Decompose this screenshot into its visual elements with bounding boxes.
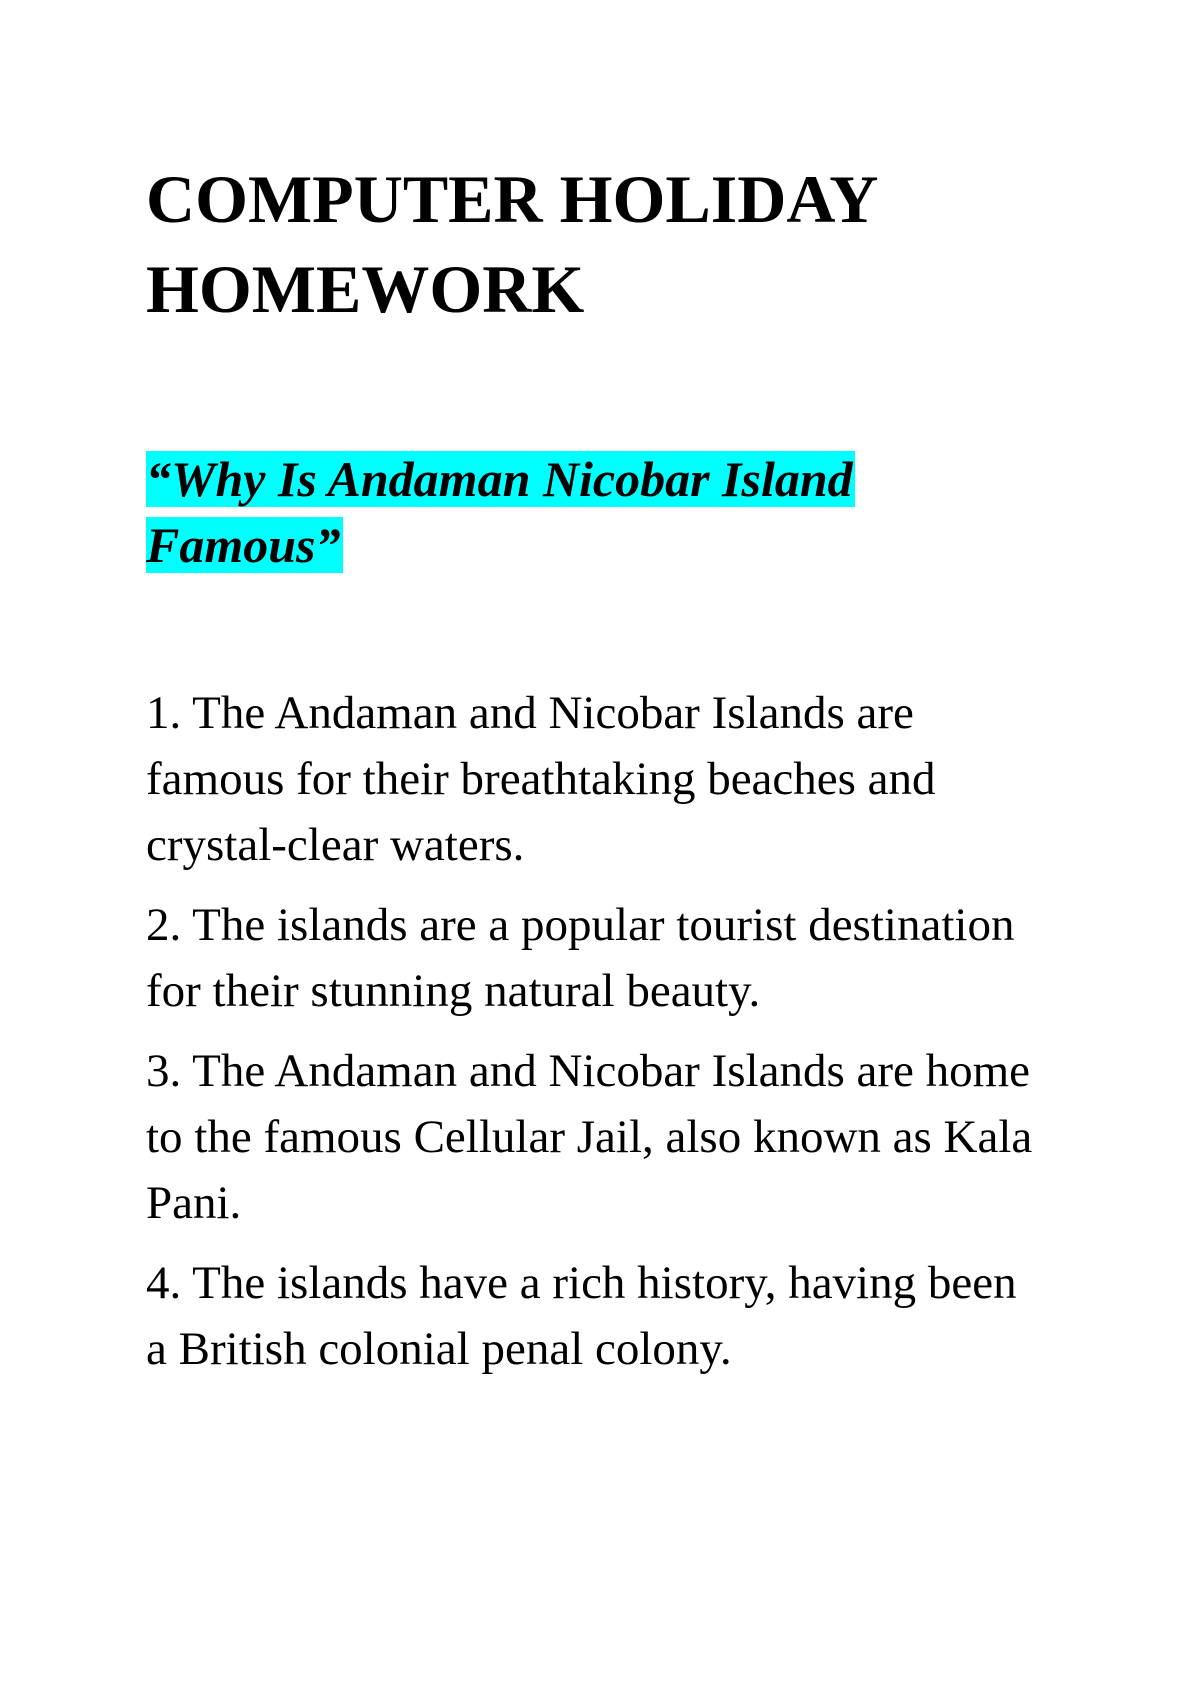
answer-list — [146, 680, 1046, 1396]
list-item: 1. The Andaman and Nicobar Islands are famous for their breathtaking beaches and crystal-clear waters. — [146, 687, 936, 871]
subtitle-question — [146, 446, 1046, 578]
list-item: 3. The Andaman and Nicobar Islands are home to the famous Cellular Jail, also known as Kala Pani. — [146, 1045, 1033, 1229]
title-line-2: HOMEWORK — [146, 251, 585, 327]
title-line-1: COMPUTER HOLIDAY — [146, 161, 879, 237]
highlighted-subtitle-text: “Why Is Andaman Nicobar Island Famous” — [146, 451, 853, 573]
page-title — [146, 154, 1046, 334]
list-item: 2. The islands are a popular tourist destination for their stunning natural beauty. — [146, 899, 1015, 1017]
list-item: 4. The islands have a rich history, having been a British colonial penal colony. — [146, 1257, 1017, 1375]
